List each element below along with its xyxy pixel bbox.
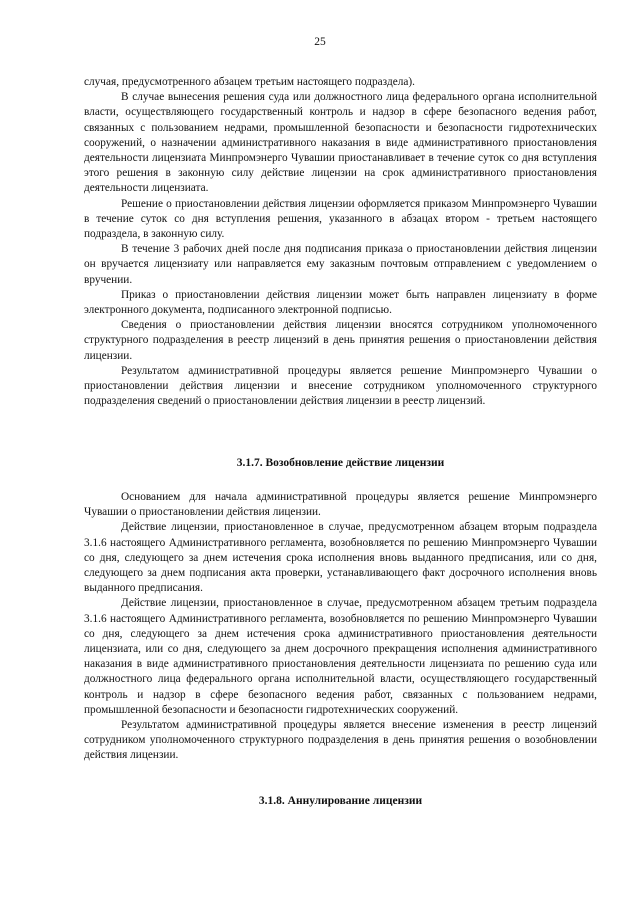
paragraph: Сведения о приостановлении действия лицензии вносятся сотрудником уполномоченного структурного подразделения в реестр лицензий в день принятия решения о приостановлении действия лицензии. <box>84 319 597 362</box>
paragraph: Результатом административной процедуры является внесение изменения в реестр лицензий сотрудником уполномоченного структурного подразделения в день принятия решения о возобновлении действия лицензии. <box>84 719 597 762</box>
section-suspension-text <box>84 75 597 409</box>
paragraph: Действие лицензии, приостановленное в случае, предусмотренном абзацем третьим подраздела 3.1.6 настоящего Административного регламента, возобновляется по решению Минпромэнерго Чувашии со дня, следующего за днем истечения срока административного приостановления деятельности лицензиата, или со дня, следующего за днем досрочного прекращения исполнения административного наказания в виде административного приостановления деятельности лицензиата по решению суда или должностного лица федерального органа исполнительной власти, осуществляющего государственный контроль и надзор в сфере безопасного ведения работ, связанных с пользованием недрами, промышленной безопасности и безопасности гидротехнических сооружений. <box>84 597 597 716</box>
paragraph: В течение 3 рабочих дней после дня подписания приказа о приостановлении действия лицензии он вручается лицензиату или направляется ему заказным почтовым отправлением с уведомлением о вручении. <box>84 243 597 286</box>
paragraph: Решение о приостановлении действия лицензии оформляется приказом Минпромэнерго Чувашии в течение суток со дня вступления решения, указанного в абзацах втором - третьем настоящего подраздела, в законную силу. <box>84 197 597 241</box>
paragraph: В случае вынесения решения суда или должностного лица федерального органа исполнительной власти, осуществляющего государственный контроль и надзор в сфере безопасного ведения работ, связанных с пользованием недрами, промышленной безопасности и безопасности гидротехнических сооружений, о назначении административного наказания в виде административного приостановления деятельности лицензиата Минпромэнерго Чувашии приостанавливает в течение суток со дня вступления этого решения в законную силу действие лицензии на срок административного приостановления деятельности лицензиата. <box>84 91 597 195</box>
section-heading-3-1-8: 3.1.8. Аннулирование лицензии <box>258 795 423 807</box>
paragraph: Приказ о приостановлении действия лицензии может быть направлен лицензиату в форме электронного документа, подписанного электронной подписью. <box>84 288 597 317</box>
section-renewal-text <box>84 490 597 764</box>
paragraph: Действие лицензии, приостановленное в случае, предусмотренном абзацем вторым подраздела 3.1.6 настоящего Административного регламента, возобновляется по решению Минпромэнерго Чувашии со дня, следующего за днем истечения срока исполнения вновь выданного предписания, или со дня, следующего за днем подписания акта проверки, устанавливающего факт досрочного исполнения вновь выданного предписания. <box>84 521 597 595</box>
section-heading-3-1-7: 3.1.7. Возобновление действие лицензии <box>236 457 445 469</box>
paragraph: Основанием для начала административной процедуры является решение Минпромэнерго Чувашии о приостановлении действия лицензии. <box>84 491 597 519</box>
paragraph: случая, предусмотренного абзацем третьим настоящего подраздела). <box>84 76 415 88</box>
page-number: 25 <box>314 36 326 48</box>
paragraph: Результатом административной процедуры является решение Минпромэнерго Чувашии о приостановлении действия лицензии и внесение сотрудником уполномоченного структурного подразделения сведений о приостановлении действия лицензии в реестр лицензий. <box>84 364 597 408</box>
